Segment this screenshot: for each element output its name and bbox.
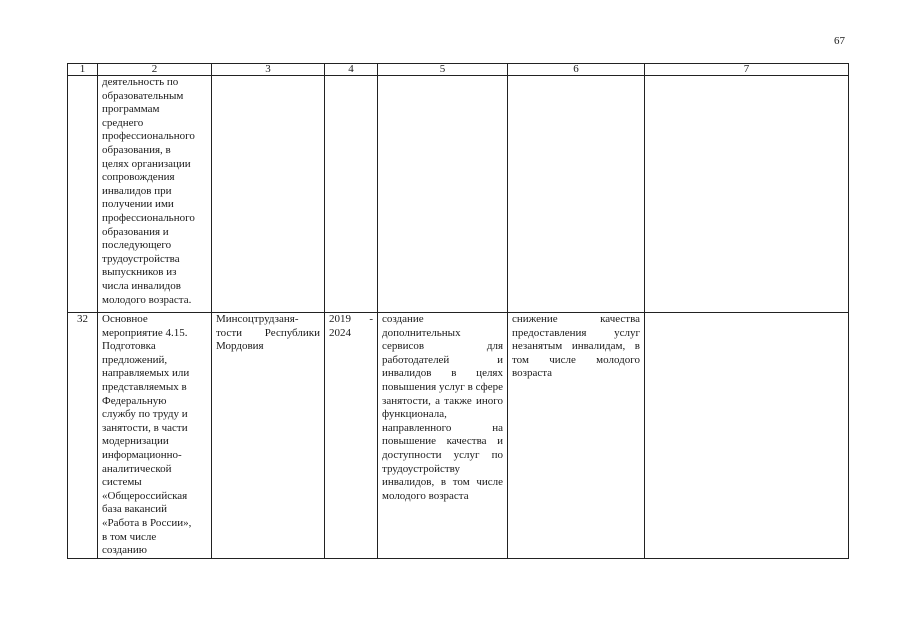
measure-name: Основное мероприятие 4.15. Подготовка предложений, направляемых или представляемых в Федеральную службу по труду и занятости, в части модернизации информационно- аналитической системы «Общероссийская база вакансий «Работа в России», в том числе созданию: [98, 313, 212, 559]
measure-name: деятельность по образовательным программам среднего профессионального образования, в целях организации сопровождения инвалидов при получении ими профессионального образования и последующего трудоустройства выпускников из числа инвалидов молодого возраста.: [98, 76, 212, 313]
table-row: [68, 76, 849, 313]
executor: Минсоцтрудзаня-тости Республики Мордовия: [212, 313, 325, 559]
page-number: 67: [834, 35, 845, 47]
expected-result: создание дополнительных сервисов для работодателей и инвалидов в целях повышения услуг в сфере занятости, а также иного функционала, направленного на повышение качества и доступности услуг по трудоустройству инвалидов, в том числе молодого возраста: [378, 313, 508, 559]
header-row: [68, 64, 849, 76]
table-row: [68, 313, 849, 559]
column-header-6: 6: [508, 64, 645, 76]
program-table: [67, 63, 849, 559]
period: [325, 76, 378, 313]
row-number: 32: [68, 313, 98, 559]
column-header-4: 4: [325, 64, 378, 76]
consequences: снижение качества предоставления услуг незанятым инвалидам, в том числе молодого возраста: [508, 313, 645, 559]
column-header-2: 2: [98, 64, 212, 76]
column-header-5: 5: [378, 64, 508, 76]
column-header-7: 7: [645, 64, 849, 76]
consequences: [508, 76, 645, 313]
column-header-3: 3: [212, 64, 325, 76]
notes: [645, 76, 849, 313]
executor: [212, 76, 325, 313]
period: 2019 - 2024: [325, 313, 378, 559]
expected-result: [378, 76, 508, 313]
notes: [645, 313, 849, 559]
row-number: [68, 76, 98, 313]
column-header-1: 1: [68, 64, 98, 76]
